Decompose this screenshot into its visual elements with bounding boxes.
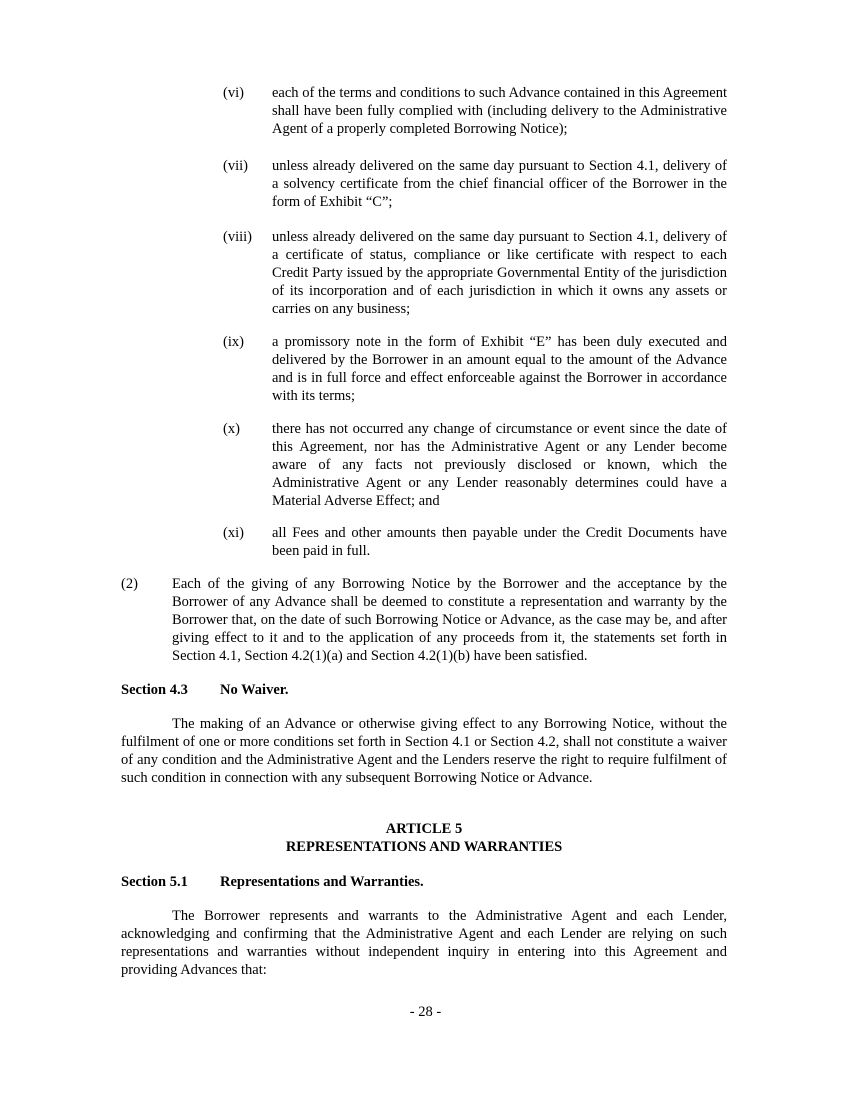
item-text: unless already delivered on the same day pursuant to Section 4.1, delivery of a solvency certificate from the chief financial officer of the Borrower in the form of Exhibit “C”; — [272, 158, 727, 210]
subsection-number: (2) — [121, 576, 138, 592]
item-number: (ix) — [223, 334, 244, 350]
section-title: Representations and Warranties. — [220, 874, 424, 890]
section-4-3-heading — [121, 681, 289, 699]
item-number: (vii) — [223, 158, 248, 174]
item-text: there has not occurred any change of circumstance or event since the date of this Agreement, nor has the Administrative Agent or any Lender become aware of any facts not previously disclosed or known, which the Administrative Agent or any Lender reasonably determines could have a Material Adverse Effect; and — [272, 421, 727, 509]
section-label: Section 4.3 — [121, 682, 188, 698]
item-number: (x) — [223, 421, 240, 437]
item-text: all Fees and other amounts then payable under the Credit Documents have been paid in full. — [272, 525, 727, 559]
page-number: - 28 - — [409, 1004, 442, 1020]
item-text: a promissory note in the form of Exhibit “E” has been duly executed and delivered by the Borrower in an amount equal to the amount of the Advance and is in full force and effect enforceable against the Borrower in accordance with its terms; — [272, 334, 727, 404]
section-5-1-heading — [121, 873, 424, 891]
item-number: (viii) — [223, 229, 252, 245]
item-number: (vi) — [223, 85, 244, 101]
section-4-3-body: The making of an Advance or otherwise giving effect to any Borrowing Notice, without the fulfilment of one or more conditions set forth in Section 4.1 or Section 4.2, shall not constitute a waiver of any condition and the Administrative Agent and the Lenders reserve the right to require fulfilment of such condition in connection with any subsequent Borrowing Notice or Advance. — [121, 716, 727, 786]
section-label: Section 5.1 — [121, 874, 188, 890]
section-5-1-body: The Borrower represents and warrants to the Administrative Agent and each Lender, acknowledging and confirming that the Administrative Agent and each Lender are relying on such representations and warranties without independent inquiry in entering into this Agreement and providing Advances that: — [121, 908, 727, 978]
article-title: REPRESENTATIONS AND WARRANTIES — [285, 839, 563, 855]
subsection-text: Each of the giving of any Borrowing Notice by the Borrower and the acceptance by the Borrower of any Advance shall be deemed to constitute a representation and warranty by the Borrower that, on the date of such Borrowing Notice or Advance, as the case may be, and after giving effect to it and to the application of any proceeds from it, the statements set forth in Section 4.1, Section 4.2(1)(a) and Section 4.2(1)(b) have been satisfied. — [172, 576, 727, 664]
item-text: each of the terms and conditions to such Advance contained in this Agreement shall have been fully complied with (including delivery to the Administrative Agent of a properly completed Borrowing Notice); — [272, 85, 727, 137]
item-text: unless already delivered on the same day pursuant to Section 4.1, delivery of a certificate of status, compliance or like certificate with respect to each Credit Party issued by the appropriate Governmental Entity of the jurisdiction of its incorporation and of each jurisdiction in which it owns any assets or carries on any business; — [272, 229, 727, 317]
section-title: No Waiver. — [220, 682, 289, 698]
item-number: (xi) — [223, 525, 244, 541]
article-number: ARTICLE 5 — [385, 821, 463, 837]
